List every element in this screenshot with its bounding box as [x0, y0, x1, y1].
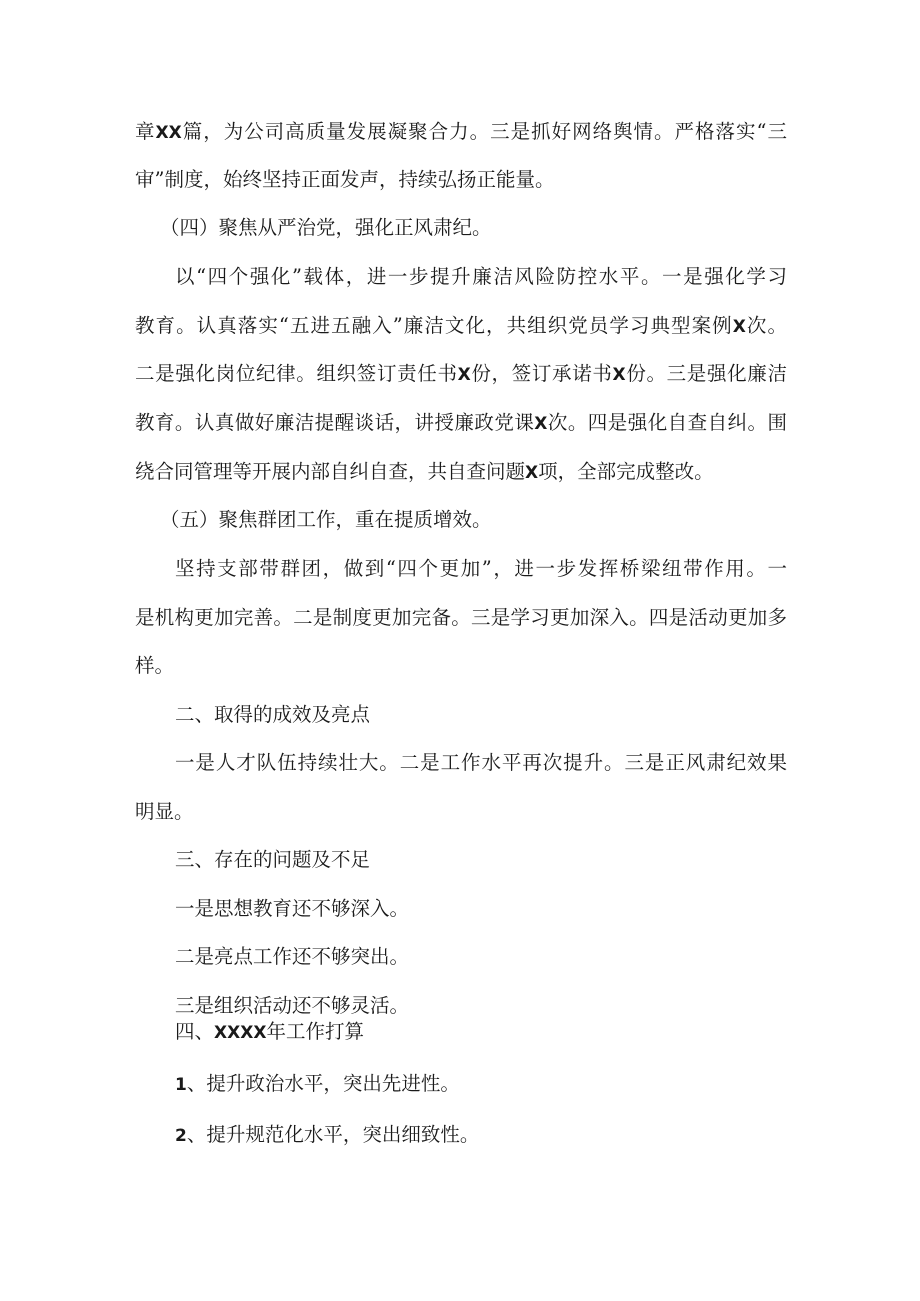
text-run: 章 — [135, 120, 156, 143]
text-run: 篇，为公司高质量发展凝聚合力。三是抓好网络舆情。严格落实“三 — [181, 120, 787, 143]
placeholder-x: X — [534, 414, 548, 434]
placeholder-x: X — [457, 365, 471, 385]
text-run: 教育。认真落实“五进五融入”廉洁文化，共组织党员学习典型案例 — [135, 314, 733, 337]
list-number: 1 — [175, 1075, 187, 1095]
paragraph-line: 明显。 — [135, 800, 194, 823]
paragraph-line: 坚持支部带群团，做到“四个更加”，进一步发挥桥梁纽带作用。一 — [175, 557, 787, 580]
paragraph-line: 以“四个强化”载体，进一步提升廉洁风险防控水平。一是强化学习 — [175, 265, 787, 288]
placeholder-x: X — [525, 463, 539, 483]
text-run: 、提升规范化水平，突出细致性。 — [186, 1123, 480, 1146]
problem-item: 二是亮点工作还不够突出。 — [175, 945, 410, 968]
list-number: 2 — [175, 1126, 187, 1146]
section-heading-3: 三、存在的问题及不足 — [175, 848, 371, 871]
section-heading-4: （四）聚焦从严治党，强化正风肃纪。 — [160, 216, 492, 239]
text-run: 项，全部完成整改。 — [538, 460, 714, 483]
plan-item-1 — [175, 1070, 460, 1099]
paragraph-line — [135, 118, 787, 147]
problem-item: 三是组织活动还不够灵活。 — [175, 994, 410, 1017]
problem-item: 一是思想教育还不够深入。 — [175, 897, 410, 920]
paragraph-line — [135, 458, 714, 487]
plan-item-2 — [175, 1121, 479, 1150]
section-heading-5: （五）聚焦群团工作，重在提质增效。 — [160, 508, 492, 531]
section-heading-4-plan — [175, 1018, 364, 1047]
text-run: 份，签订承诺书 — [470, 362, 613, 385]
text-run: 、提升政治水平，突出先进性。 — [186, 1072, 460, 1095]
text-run: 教育。认真做好廉洁提醒谈话，讲授廉政党课 — [135, 411, 535, 434]
text-run: 次。 — [745, 314, 787, 337]
text-run: 次。四是强化自查自纠。围 — [547, 411, 787, 434]
text-run: 绕合同管理等开展内部自纠自查，共自查问题 — [135, 460, 526, 483]
paragraph-line: 一是人才队伍持续壮大。二是工作水平再次提升。三是正风肃纪效果 — [175, 751, 787, 774]
text-run: 份。三是强化廉洁 — [625, 362, 787, 385]
placeholder-year: XXXX — [214, 1023, 267, 1043]
paragraph-line — [135, 360, 787, 389]
placeholder-x: X — [612, 365, 626, 385]
paragraph-line: 审”制度，始终坚持正面发声，持续弘扬正能量。 — [135, 168, 555, 191]
paragraph-line — [135, 312, 787, 341]
text-run: 二是强化岗位纪律。组织签订责任书 — [135, 362, 458, 385]
placeholder-x: X — [732, 317, 746, 337]
text-run: 四、 — [175, 1020, 215, 1043]
text-run: 年工作打算 — [266, 1020, 364, 1043]
placeholder-xx: XX — [155, 123, 182, 143]
paragraph-line: 样。 — [135, 654, 175, 677]
paragraph-line: 是机构更加完善。二是制度更加完备。三是学习更加深入。四是活动更加多 — [135, 606, 787, 629]
section-heading-2: 二、取得的成效及亮点 — [175, 703, 371, 726]
paragraph-line — [135, 409, 787, 438]
